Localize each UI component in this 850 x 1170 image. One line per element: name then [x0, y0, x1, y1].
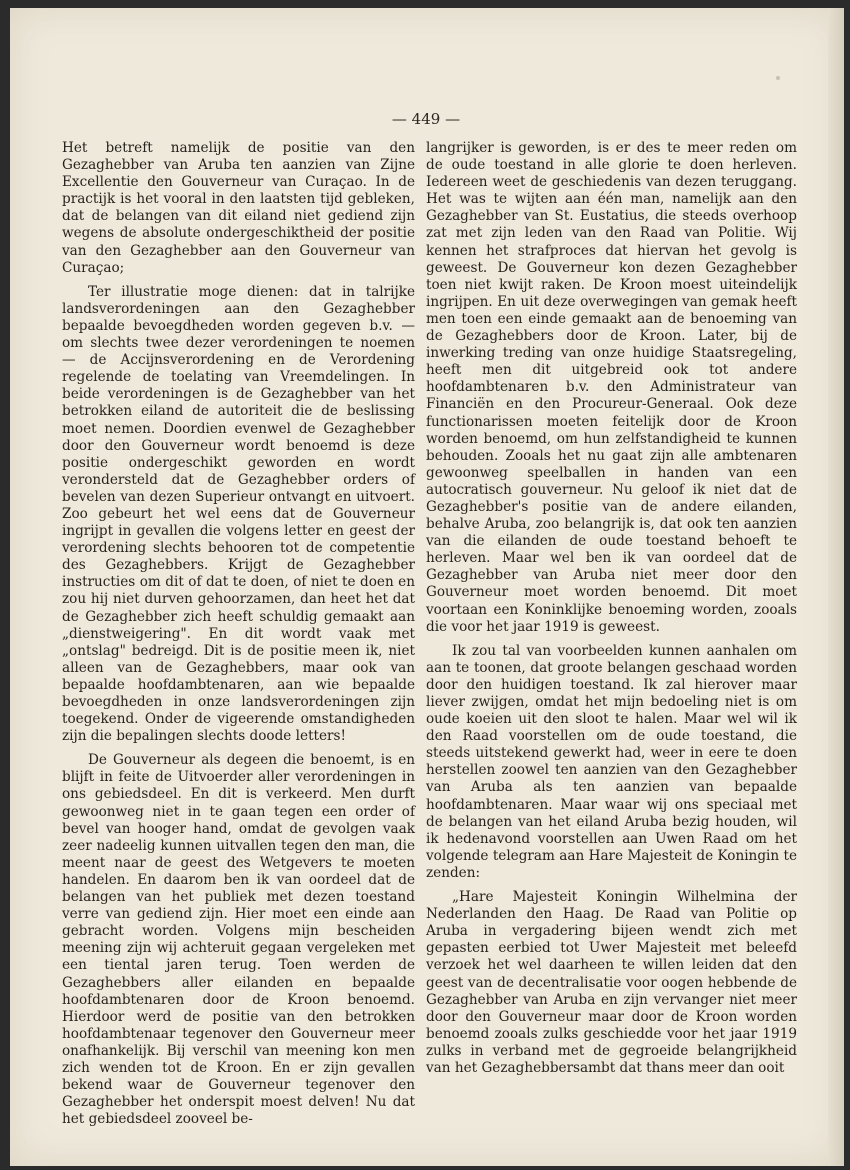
left-column — [62, 140, 415, 1135]
right-column — [426, 140, 797, 1084]
right-paragraph-2: Ik zou tal van voorbeelden kunnen aanhalen om aan te toonen, dat groote belangen geschaad worden door den huidigen toestand. Ik zal hierover maar liever zwijgen, omdat het mijn bedoeling niet is om oude koeien uit den sloot te halen. Maar wel wil ik den Raad voorstellen om de oude toestand, die steeds uitstekend gewerkt had, weer in eere te doen herstellen zoowel ten aanzien van den Gezaghebber van Aruba als ten aanzien van bepaalde hoofdambtenaren. Maar waar wij ons speciaal met de belangen van het eiland Aruba bezig houden, wil ik hedenavond voorstellen aan Uwen Raad om het volgende telegram aan Hare Majesteit de Koningin te zenden: — [426, 642, 797, 881]
document-page — [10, 8, 844, 1166]
paper-speck — [776, 76, 780, 80]
right-paragraph-1: langrijker is geworden, is er des te meer reden om de oude toestand in alle glorie te doen herleven. Iedereen weet de geschiedenis van dezen teruggang. Het was te wijten aan één man, namelijk aan den Gezaghebber van St. Eustatius, die steeds overhoop zat met zijn leden van den Raad van Politie. Wij kennen het strafproces dat hiervan het gevolg is geweest. De Gouverneur kon dezen Gezaghebber toen niet kwijt raken. De Kroon moest uiteindelijk ingrijpen. En uit deze overwegingen van gemak heeft men toen een einde gemaakt aan de benoeming van de Gezaghebbers door de Kroon. Later, bij de inwerking treding van onze huidige Staatsregeling, heeft men dit uitgebreid ook tot andere hoofdambtenaren b.v. den Administrateur van Financiën en den Procureur-Generaal. Ook deze functionarissen moeten feitelijk door de Kroon worden benoemd, om hun zelfstandigheid te kunnen behouden. Zooals het nu gaat zijn alle ambtenaren gewoonweg speelballen in handen van een autocratisch gouverneur. Nu geloof ik niet dat de Gezaghebber's positie van de andere eilanden, behalve Aruba, zoo belangrijk is, dat ook ten aanzien van die eilanden de oude toestand behoeft te herleven. Maar wel ben ik van oordeel dat de Gezaghebber van Aruba niet meer door den Gouverneur moet worden benoemd. Dit moet voortaan een Koninklijke benoeming worden, zooals die voor het jaar 1919 is geweest. — [426, 140, 797, 635]
page-number: — 449 — — [391, 110, 461, 128]
left-paragraph-1: Het betreft namelijk de positie van den Gezaghebber van Aruba ten aanzien van Zijne Excellentie den Gouverneur van Curaçao. In de practijk is het vooral in den laatsten tijd gebleken, dat de belangen van dit eiland niet gediend zijn wegens de absolute ondergeschiktheid der positie van den Gezaghebber aan den Gouverneur van Curaçao; — [62, 140, 415, 276]
left-paragraph-3: De Gouverneur als degeen die benoemt, is en blijft in feite de Uitvoerder aller verordeningen in ons gebiedsdeel. En dit is verkeerd. Men durft gewoonweg niet in te gaan tegen een order of bevel van hooger hand, omdat de gevolgen vaak zeer nadeelig kunnen uitvallen tegen den man, die meent naar de geest des Wetgevers te moeten handelen. En daarom ben ik van oordeel dat de belangen van het publiek met dezen toestand verre van gediend zijn. Hier moet een einde aan gebracht worden. Volgens mijn bescheiden meening zijn wij achteruit gegaan vergeleken met een tiental jaren terug. Toen werden de Gezaghebbers aller eilanden en bepaalde hoofdambtenaren door de Kroon benoemd. Hierdoor werd de positie van den betrokken hoofdambtenaar tegenover den Gouverneur meer onafhankelijk. Bij verschil van meening kon men zich wenden tot de Kroon. En er zijn gevallen bekend waar de Gouverneur tegenover den Gezaghebber het onderspit moest delven! Nu dat het gebiedsdeel zooveel be- — [62, 752, 415, 1128]
left-paragraph-2: Ter illustratie moge dienen: dat in talrijke landsverordeningen aan den Gezaghebber bepaalde bevoegdheden worden gegeven b.v. — om slechts twee dezer verordeningen te noemen — de Accijnsverordening en de Verordening regelende de toelating van Vreemdelingen. In beide verordeningen is de Gezaghebber van het betrokken eiland de autoriteit die de beslissing moet nemen. Doordien evenwel de Gezaghebber door den Gouverneur wordt benoemd is deze positie ondergeschikt geworden en wordt verondersteld dat de Gezaghebber orders of bevelen van dezen Superieur ontvangt en uitvoert. Zoo gebeurt het wel eens dat de Gouverneur ingrijpt in gevallen die volgens letter en geest der verordening slechts behooren tot de competentie des Gezaghebbers. Krijgt de Gezaghebber instructies om dit of dat te doen, of niet te doen en zou hij niet durven gehoorzamen, dan heet het dat de Gezaghebber zich heeft schuldig gemaakt aan „dienstweigering". En dit wordt vaak met „ontslag" bedreigd. Dit is de positie meen ik, niet alleen van de Gezaghebbers, maar ook van bepaalde hoofdambtenaren, aan wie bepaalde bevoegdheden in onze landsverordeningen zijn toegekend. Onder de vigeerende omstandigheden zijn die bepalingen slechts doode letters! — [62, 283, 415, 745]
page-fold-edge — [828, 8, 842, 1166]
right-paragraph-3-telegram: „Hare Majesteit Koningin Wilhelmina der Nederlanden den Haag. De Raad van Politie op Aruba in vergadering bijeen wendt zich met gepasten eerbied tot Uwer Majesteit met beleefd verzoek het wel daarheen te willen leiden dat den geest van de decentralisatie voor oogen hebbende de Gezaghebber van Aruba en zijn vervanger niet meer door den Gouverneur maar door de Kroon worden benoemd zooals zulks geschiedde voor het jaar 1919 zulks in verband met de gegroeide belangrijkheid van het Gezaghebbersambt dat thans meer dan ooit — [426, 889, 797, 1076]
